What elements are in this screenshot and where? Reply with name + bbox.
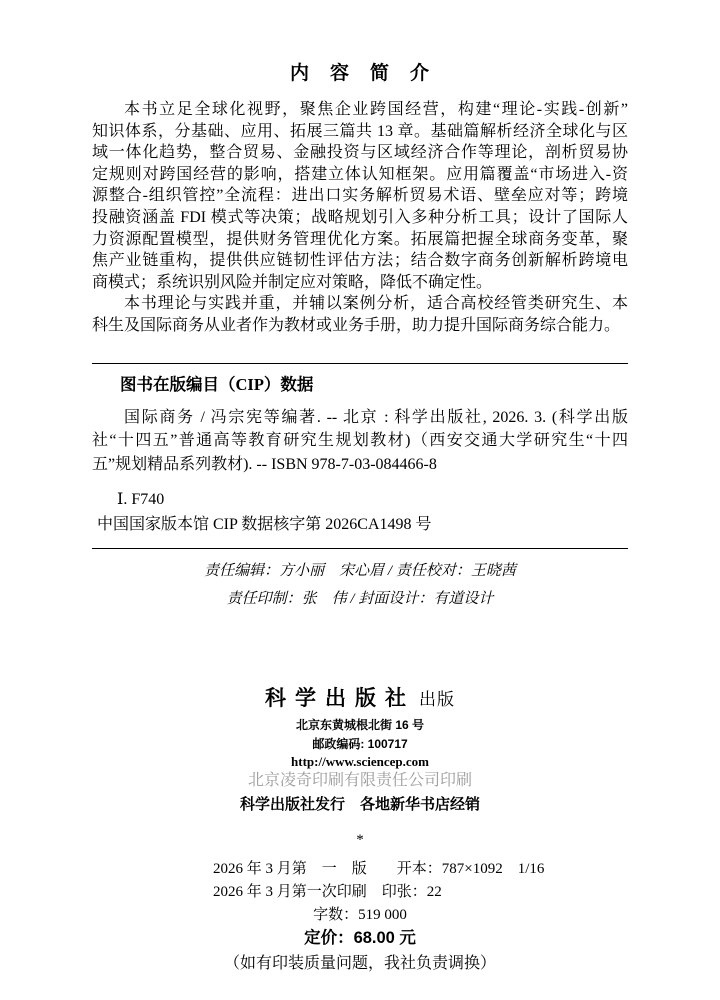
text-line: 本书理论与实践并重，并辅以案例分析，适合高校经管类研究生、本 [124, 295, 628, 313]
intro-section [92, 99, 628, 337]
text-line: 国际商务 / 冯宗宪等编著. -- 北京 : 科学出版社, 2026. 3. (科学出版 [124, 408, 628, 426]
publisher-postcode: 邮政编码: 100717 [312, 737, 408, 752]
print-design-credit: 责任印制：张 伟 / 封面设计：有道设计 [226, 591, 494, 608]
text-line: 科生及国际商务从业者作为教材或业务手册，助力提升国际商务综合能力。 [92, 316, 621, 334]
edition-block [213, 858, 628, 904]
cip-entry [92, 406, 628, 477]
edition-section [92, 858, 628, 976]
divider-top [92, 363, 628, 364]
printing-line: 2026 年 3 月第一次印刷 印张：22 [213, 884, 442, 901]
printer-line: 北京凌奇印刷有限责任公司印刷 [247, 772, 472, 790]
text-line: 源整合-组织管控”全流程：进出口实务解析贸易术语、壁垒应对等；跨境 [92, 187, 628, 205]
separator-star: * [356, 832, 364, 849]
text-line: 定规则对跨国经营的影响，搭建立体认知框架。应用篇覆盖“市场进入-资 [92, 165, 628, 183]
cip-record-number: 中国国家版本馆 CIP 数据核字第 2026CA1498 号 [97, 516, 432, 534]
text-line: 五”规划精品系列教材). -- ISBN 978-7-03-084466-8 [92, 455, 437, 473]
word-count: 字数：519 000 [313, 907, 407, 924]
page-title: 内 容 简 介 [289, 63, 430, 84]
text-line: 知识体系，分基础、应用、拓展三篇共 13 章。基础篇解析经济全球化与区 [92, 122, 628, 140]
text-line: 域一体化趋势，整合贸易、金融投资与区域经济合作等理论，剖析贸易协 [92, 144, 628, 162]
text-line: 投融资涵盖 FDI 模式等决策；战略规划引入多种分析工具；设计了国际人 [92, 208, 628, 226]
cip-section [92, 374, 628, 537]
text-line: 焦产业链重构，提供供应链韧性评估方法；结合数字商务创新解析跨境电 [92, 252, 628, 270]
exchange-notice: （如有印装质量问题，我社负责调换） [223, 955, 496, 973]
science-press-logo: 科学出版社 [265, 686, 415, 711]
page-content [92, 0, 628, 976]
publisher-section [92, 685, 628, 816]
publisher-logo-line [92, 685, 628, 714]
cip-classification: Ⅰ. F740 [117, 491, 165, 509]
text-line: 力资源配置模型，提供财务管理优化方案。拓展篇把握全球商务变革，聚 [92, 230, 628, 248]
credits-section [92, 557, 628, 613]
text-line: 本书立足全球化视野，聚焦企业跨国经营，构建“理论-实践-创新” [124, 101, 628, 118]
distribution-line: 科学出版社发行 各地新华书店经销 [239, 796, 480, 814]
text-line: 商模式；系统识别风险并制定应对策略，降低不确定性。 [92, 273, 493, 291]
publish-label: 出版 [419, 690, 455, 710]
intro-paragraph-2 [92, 293, 628, 336]
divider-bottom [92, 548, 628, 549]
edition-line: 2026 年 3 月第 一 版 开本：787×1092 1/16 [213, 861, 545, 878]
editor-credit: 责任编辑：方小丽 宋心眉 / 责任校对：王晓茜 [204, 563, 516, 580]
price: 定价：68.00 元 [304, 929, 416, 948]
cip-heading: 图书在版编目（CIP）数据 [120, 374, 314, 394]
intro-paragraph-1 [92, 99, 628, 293]
text-line: 社“十四五”普通高等教育研究生规划教材)（西安交通大学研究生“十四 [92, 432, 628, 450]
publisher-address: 北京东黄城根北街 16 号 [295, 718, 425, 733]
publisher-website: http://www.sciencep.com [291, 754, 429, 770]
